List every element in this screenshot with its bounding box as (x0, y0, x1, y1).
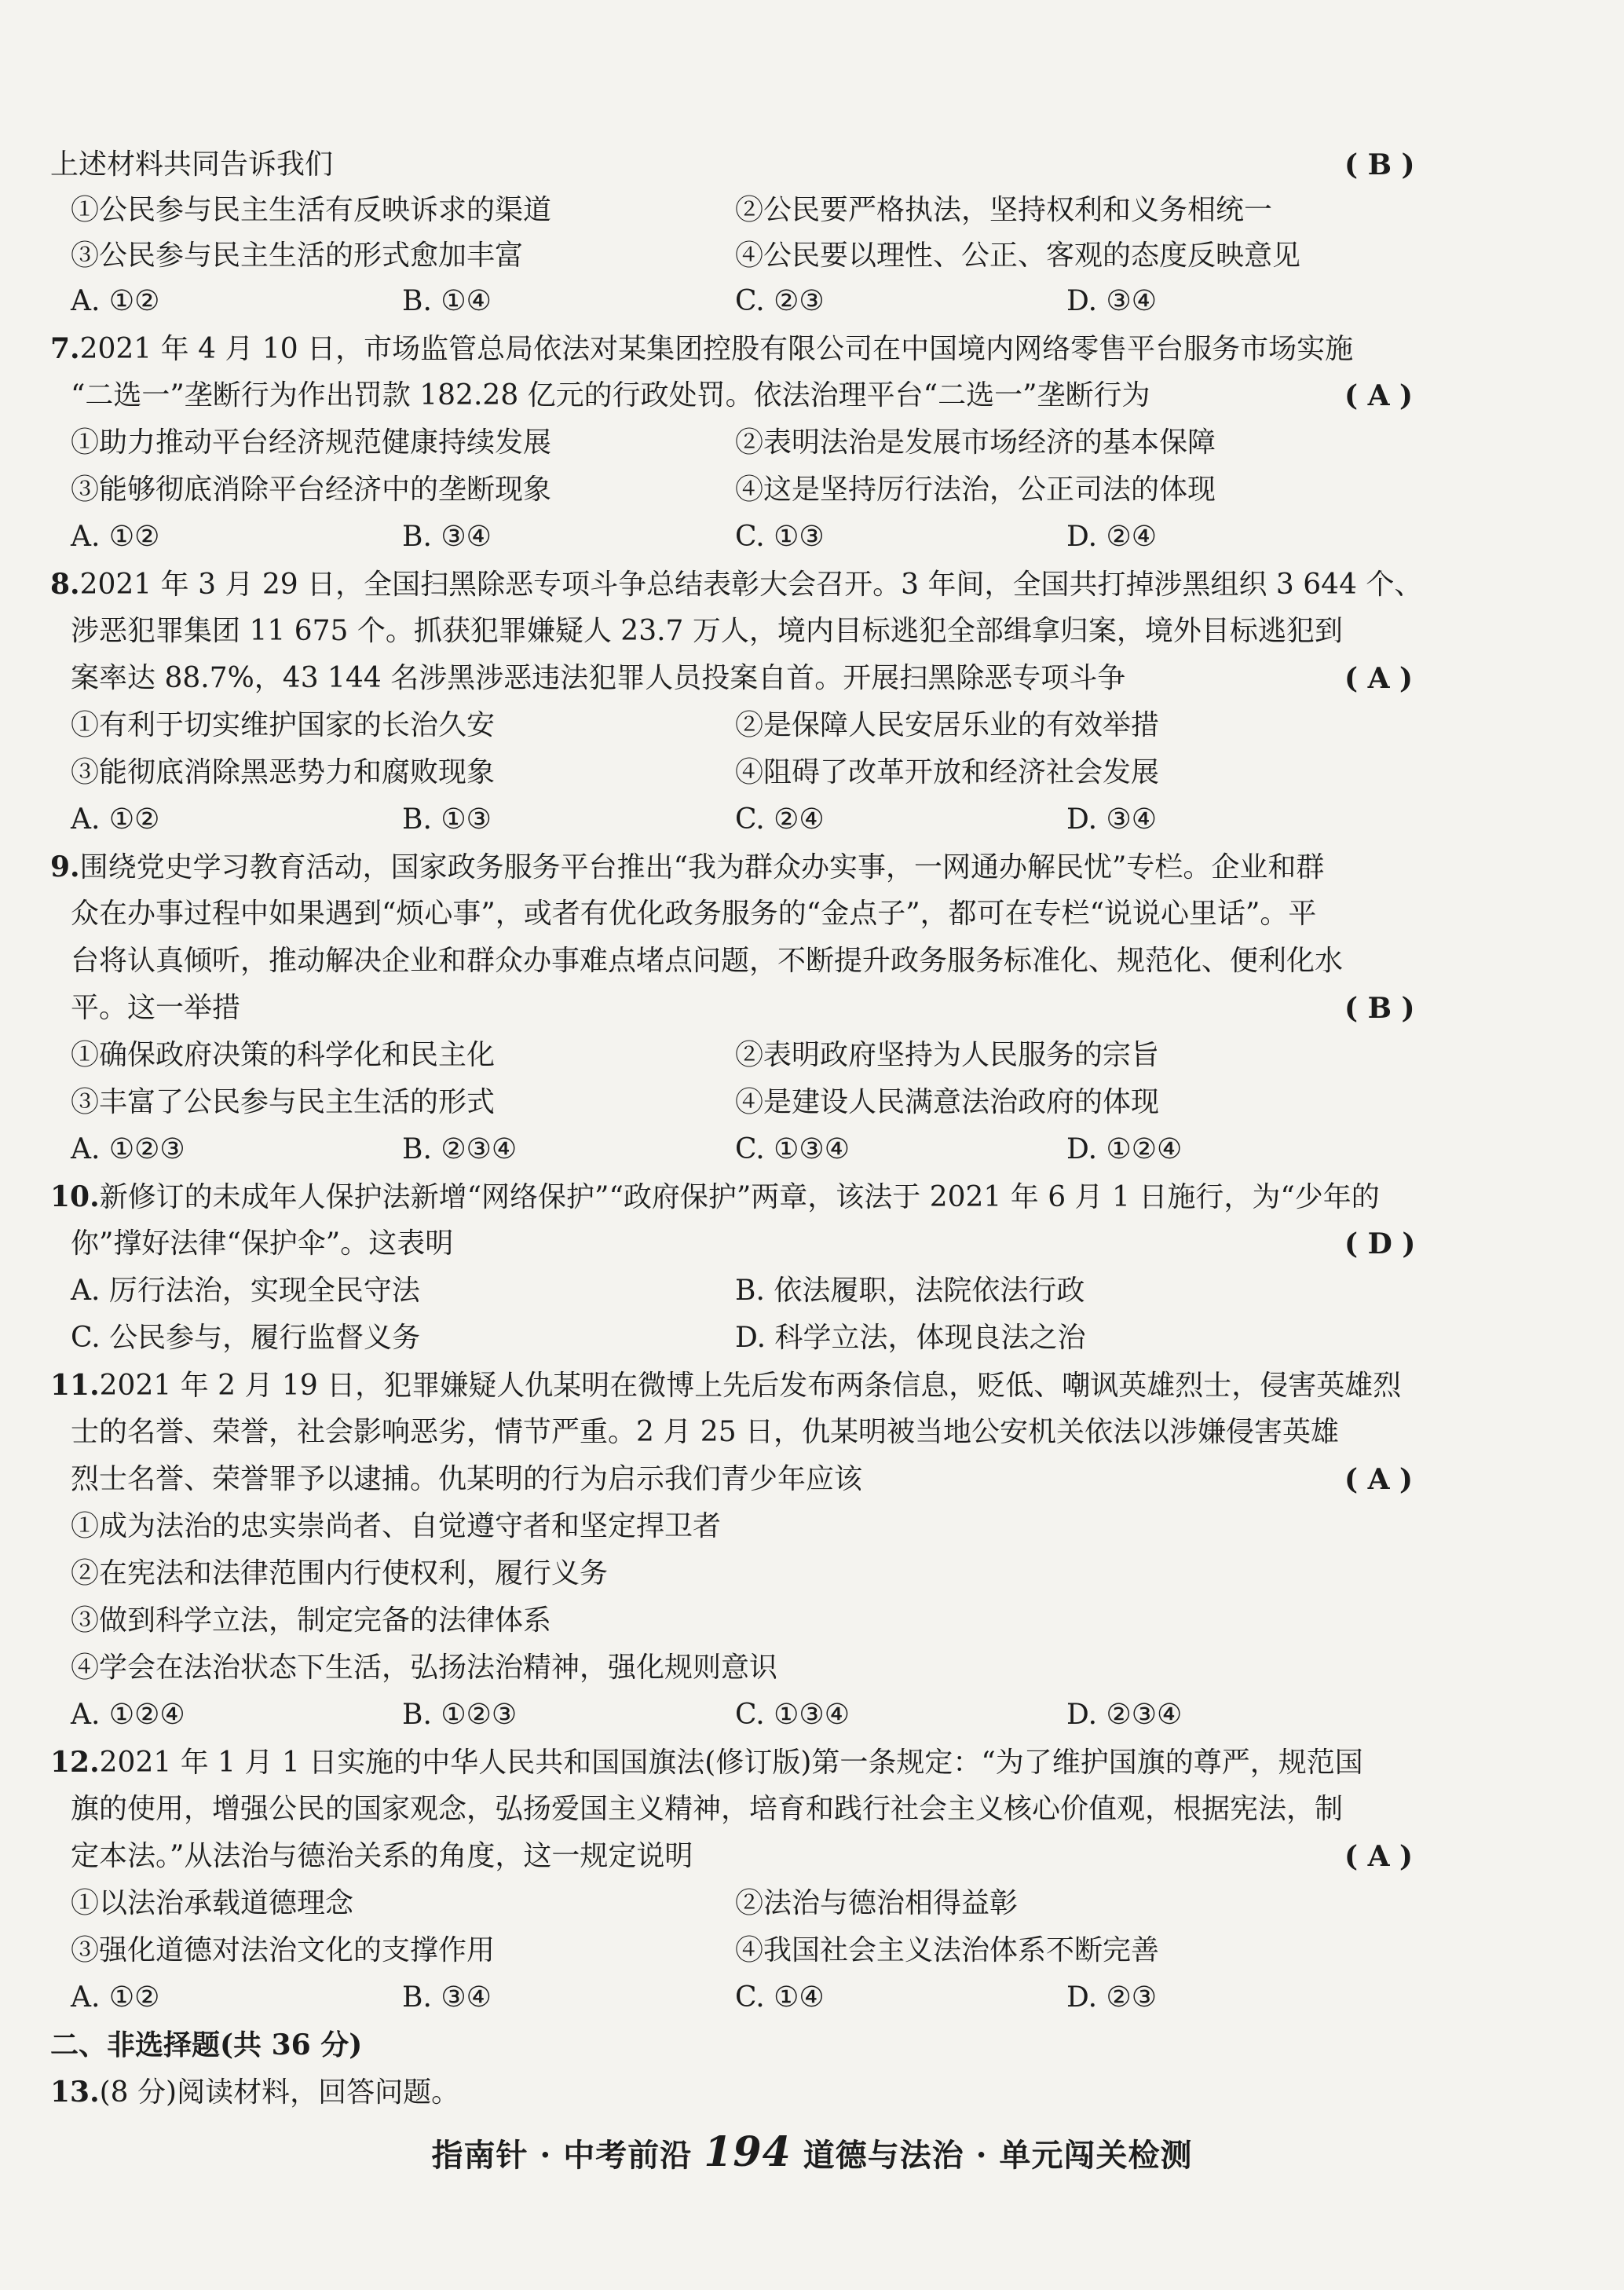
q9-stem-line: 9.围绕党史学习教育活动，国家政务服务平台推出“我为群众办实事，一网通办解民忧”专栏。企业和群 (50, 851, 1325, 883)
q6-choice-a: A. ①② (71, 285, 160, 317)
q8-choice-d: D. ③④ (1066, 803, 1158, 836)
q8-choice-c: C. ②④ (735, 803, 825, 836)
q7-option-row (71, 468, 1453, 512)
q6-option-row (71, 188, 1453, 232)
footer-left: 指南针 · 中考前沿 (431, 2137, 693, 2174)
q8-stem-line: 8.2021 年 3 月 29 日，全国扫黑除恶专项斗争总结表彰大会召开。3 年间，全国共打掉涉黑组织 3 644 个、 (50, 568, 1423, 601)
q12-choice-c: C. ①④ (735, 1981, 825, 2014)
q12-statement-2: ②法治与德治相得益彰 (735, 1887, 1019, 1919)
q7-choice-c: C. ①③ (735, 521, 825, 553)
q10-choice-d: D. 科学立法，体现良法之治 (735, 1322, 1086, 1354)
q6-statement-4: ④公民要以理性、公正、客观的态度反映意见 (735, 240, 1301, 272)
q8-number: 8. (50, 568, 80, 601)
q13-number: 13. (50, 2076, 100, 2109)
q12-answer: ( A ) (1344, 1840, 1414, 1873)
page-footer (0, 2125, 1624, 2180)
q8-option-row (71, 704, 1453, 748)
q11-statement-2: ②在宪法和法律范围内行使权利，履行义务 (71, 1557, 609, 1589)
q10-option-row (71, 1269, 1453, 1313)
q11-number: 11. (50, 1369, 100, 1402)
q11-statement-1: ①成为法治的忠实崇尚者、自觉遵守者和坚定捍卫者 (71, 1510, 722, 1542)
q11-stem-line: 烈士名誉、荣誉罪予以逮捕。仇某明的行为启示我们青少年应该 (71, 1463, 863, 1495)
q8-statement-3: ③能彻底消除黑恶势力和腐败现象 (71, 756, 496, 788)
q9-stem-line: 众在办事过程中如果遇到“烦心事”，或者有优化政务服务的“金点子”，都可在专栏“说说心里话”。平 (71, 898, 1317, 930)
q11-choice-a: A. ①②④ (71, 1699, 185, 1731)
q8-statement-4: ④阻碍了改革开放和经济社会发展 (735, 756, 1160, 788)
q6-choices (71, 280, 1453, 324)
q10-stem-line: 你”撑好法律“保护伞”。这表明 (71, 1227, 454, 1260)
q7-choice-d: D. ②④ (1066, 521, 1158, 553)
q8-stem-line: 案率达 88.7%，43 144 名涉黑涉恶违法犯罪人员投案自首。开展扫黑除恶专项斗争 (71, 662, 1126, 694)
q11-choice-c: C. ①③④ (735, 1699, 850, 1731)
q10-option-row (71, 1316, 1453, 1360)
q7-statement-4: ④这是坚持厉行法治，公正司法的体现 (735, 474, 1216, 506)
q11-statement-3: ③做到科学立法，制定完备的法律体系 (71, 1604, 552, 1637)
q9-answer: ( B ) (1344, 992, 1415, 1025)
q9-option-row (71, 1033, 1453, 1077)
q9-statement-4: ④是建设人民满意法治政府的体现 (735, 1086, 1160, 1118)
q12-stem-line: 12.2021 年 1 月 1 日实施的中华人民共和国国旗法(修订版)第一条规定：“为了维护国旗的尊严，规范国 (50, 1746, 1363, 1779)
q6-choice-d: D. ③④ (1066, 285, 1158, 317)
q11-answer: ( A ) (1344, 1463, 1414, 1496)
q11-choices (71, 1693, 1453, 1737)
q7-choice-a: A. ①② (71, 521, 160, 553)
q12-stem-line: 旗的使用，增强公民的国家观念，弘扬爱国主义精神，培育和践行社会主义核心价值观，根据宪法，制 (71, 1793, 1344, 1825)
q11-choice-d: D. ②③④ (1066, 1699, 1183, 1731)
q7-choice-b: B. ③④ (402, 521, 492, 553)
q12-stem-line: 定本法。”从法治与德治关系的角度，这一规定说明 (71, 1840, 693, 1872)
q7-statement-3: ③能够彻底消除平台经济中的垄断现象 (71, 474, 552, 506)
q10-choice-c: C. 公民参与，履行监督义务 (71, 1322, 421, 1354)
q7-option-row (71, 421, 1453, 465)
q12-choice-a: A. ①② (71, 1981, 160, 2014)
q7-answer: ( A ) (1344, 379, 1414, 412)
q7-number: 7. (50, 332, 80, 365)
q9-choice-c: C. ①③④ (735, 1133, 850, 1165)
q13-stem: 13.(8 分)阅读材料，回答问题。 (50, 2076, 460, 2109)
q8-statement-1: ①有利于切实维护国家的长治久安 (71, 709, 496, 741)
q11-statement-4: ④学会在法治状态下生活，弘扬法治精神，强化规则意识 (71, 1652, 778, 1684)
q12-statement-1: ①以法治承载道德理念 (71, 1887, 354, 1919)
q10-answer: ( D ) (1344, 1227, 1416, 1260)
q9-option-row (71, 1081, 1453, 1125)
q12-statement-4: ④我国社会主义法治体系不断完善 (735, 1934, 1160, 1966)
q7-choices (71, 515, 1453, 559)
q7-stem-line: “二选一”垄断行为作出罚款 182.28 亿元的行政处罚。依法治理平台“二选一”垄断行为 (71, 379, 1150, 412)
q9-statement-2: ②表明政府坚持为人民服务的宗旨 (735, 1039, 1160, 1071)
q6-statement-2: ②公民要严格执法，坚持权利和义务相统一 (735, 194, 1273, 226)
q9-choice-d: D. ①②④ (1066, 1133, 1183, 1165)
q6-statement-1: ①公民参与民主生活有反映诉求的渠道 (71, 194, 552, 226)
q9-statement-1: ①确保政府决策的科学化和民主化 (71, 1039, 496, 1071)
q6-answer: ( B ) (1344, 148, 1415, 181)
q8-option-row (71, 751, 1453, 795)
q10-stem-line: 10.新修订的未成年人保护法新增“网络保护”“政府保护”两章，该法于 2021 年 6 月 1 日施行，为“少年的 (50, 1180, 1380, 1213)
q11-stem-line: 11.2021 年 2 月 19 日，犯罪嫌疑人仇某明在微博上先后发布两条信息，贬低、嘲讽英雄烈士，侵害英雄烈 (50, 1369, 1402, 1402)
q12-number: 12. (50, 1746, 100, 1779)
q9-choices (71, 1128, 1453, 1172)
q6-stem: 上述材料共同告诉我们 (50, 148, 334, 181)
q9-stem-line: 台将认真倾听，推动解决企业和群众办事难点堵点问题，不断提升政务服务标准化、规范化、便利化水 (71, 945, 1344, 977)
q10-number: 10. (50, 1180, 100, 1213)
q9-choice-b: B. ②③④ (402, 1133, 518, 1165)
q10-choice-b: B. 依法履职，法院依法行政 (735, 1275, 1085, 1307)
q9-stem-line: 平。这一举措 (71, 992, 241, 1024)
q8-answer: ( A ) (1344, 662, 1414, 695)
q9-choice-a: A. ①②③ (71, 1133, 185, 1165)
q12-option-row (71, 1882, 1453, 1926)
q12-choice-b: B. ③④ (402, 1981, 492, 2014)
footer-right: 道德与法治 · 单元闯关检测 (803, 2137, 1193, 2174)
q8-stem-line: 涉恶犯罪集团 11 675 个。抓获犯罪嫌疑人 23.7 万人，境内目标逃犯全部缉拿归案，境外目标逃犯到 (71, 615, 1343, 647)
q8-choice-a: A. ①② (71, 803, 160, 836)
q7-statement-2: ②表明法治是发展市场经济的基本保障 (735, 426, 1216, 459)
q12-statement-3: ③强化道德对法治文化的支撑作用 (71, 1934, 496, 1966)
q11-stem-line: 士的名誉、荣誉，社会影响恶劣，情节严重。2 月 25 日，仇某明被当地公安机关依法以涉嫌侵害英雄 (71, 1416, 1340, 1448)
q12-choices (71, 1976, 1453, 2020)
q6-choice-c: C. ②③ (735, 285, 825, 317)
q8-statement-2: ②是保障人民安居乐业的有效举措 (735, 709, 1160, 741)
q6-choice-b: B. ①④ (402, 285, 492, 317)
q12-option-row (71, 1929, 1453, 1973)
page-number: 194 (704, 2128, 792, 2176)
q10-choice-a: A. 厉行法治，实现全民守法 (71, 1275, 420, 1307)
section-heading: 二、非选择题(共 36 分) (50, 2028, 363, 2061)
q8-choices (71, 798, 1453, 842)
q9-statement-3: ③丰富了公民参与民主生活的形式 (71, 1086, 496, 1118)
q12-choice-d: D. ②③ (1066, 1981, 1158, 2014)
q8-choice-b: B. ①③ (402, 803, 492, 836)
q9-number: 9. (50, 851, 80, 883)
q6-option-row (71, 234, 1453, 278)
q11-choice-b: B. ①②③ (402, 1699, 518, 1731)
q6-statement-3: ③公民参与民主生活的形式愈加丰富 (71, 240, 524, 272)
q7-stem-line: 7.2021 年 4 月 10 日，市场监管总局依法对某集团控股有限公司在中国境内网络零售平台服务市场实施 (50, 332, 1354, 365)
q7-statement-1: ①助力推动平台经济规范健康持续发展 (71, 426, 552, 459)
